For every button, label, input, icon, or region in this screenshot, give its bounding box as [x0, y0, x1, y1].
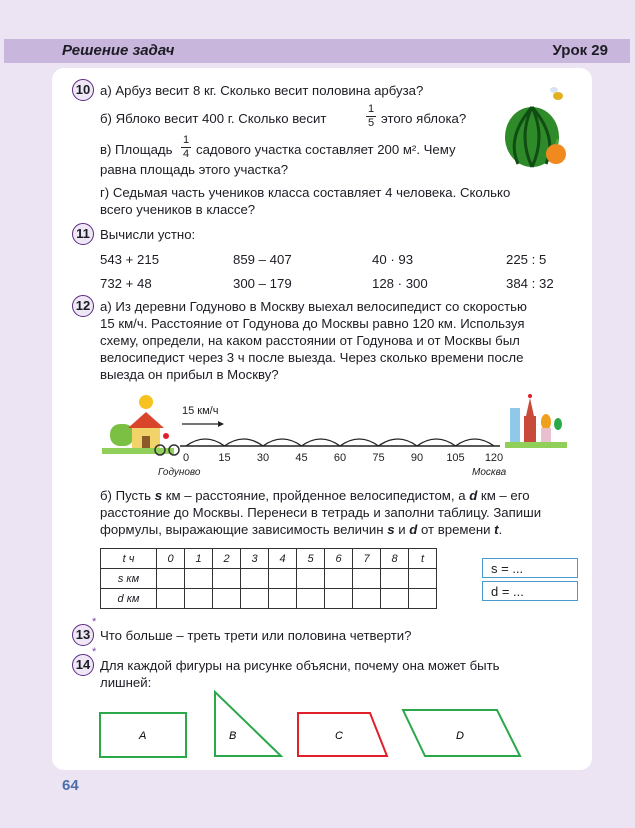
table-cell[interactable]	[269, 569, 297, 589]
formula-d-box[interactable]: d = ...	[482, 581, 578, 601]
table-cell[interactable]	[241, 569, 269, 589]
task12-a-line3: схему, определи, на каком расстоянии от Годунова и от Москвы был	[100, 333, 520, 348]
task12-b-line3: формулы, выражающие зависимость величин s и d от времени t.	[100, 522, 503, 537]
table-header-cell: 6	[325, 549, 353, 569]
route-arc	[379, 439, 418, 446]
expr-1-4: 225 : 5	[506, 252, 547, 267]
start-label: Годуново	[158, 467, 201, 478]
task10-a: а) Арбуз весит 8 кг. Сколько весит половина арбуза?	[100, 83, 424, 98]
route-arc	[263, 439, 302, 446]
shape-b-label: B	[229, 730, 237, 742]
village-illustration	[102, 395, 179, 455]
task10-d-line1: г) Седьмая часть учеников класса составляет 4 человека. Сколько	[100, 185, 511, 200]
table-cell[interactable]	[409, 589, 437, 609]
table-header-cell: 4	[269, 549, 297, 569]
table-cell[interactable]	[409, 569, 437, 589]
lesson-title: Урок 29	[552, 42, 608, 59]
table-row-label: d км	[101, 589, 157, 609]
task12-b-line1: б) Пусть s км – расстояние, пройденное велосипедистом, а d км – его	[100, 488, 530, 503]
table-header-cell: 2	[213, 549, 241, 569]
table-header-cell: t ч	[101, 549, 157, 569]
task-number-13: 13	[72, 624, 94, 646]
task10-c-post: садового участка составляет 200 м². Чему	[196, 142, 456, 157]
fraction-one-quarter: 1 4	[182, 134, 190, 160]
table-cell[interactable]	[185, 569, 213, 589]
table-header-cell: 7	[353, 549, 381, 569]
shapes-figure	[95, 688, 530, 763]
tick-label: 90	[410, 452, 424, 464]
table-cell[interactable]	[269, 589, 297, 609]
task12-b-line2: расстояние до Москвы. Перенеси в тетрадь и заполни таблицу. Запиши	[100, 505, 542, 520]
task10-b-pre: б) Яблоко весит 400 г. Сколько весит	[100, 111, 327, 126]
shape-d-label: D	[456, 730, 464, 742]
tick-label: 60	[333, 452, 347, 464]
table-header-cell: t	[409, 549, 437, 569]
speed-label: 15 км/ч	[182, 405, 219, 417]
expr-2-1: 732 + 48	[100, 276, 152, 291]
table-cell[interactable]	[353, 589, 381, 609]
route-arc	[456, 439, 495, 446]
expr-2-4: 384 : 32	[506, 276, 554, 291]
route-arc	[302, 439, 341, 446]
table-header-cell: 1	[185, 549, 213, 569]
table-cell[interactable]	[297, 569, 325, 589]
task-number-14: 14	[72, 654, 94, 676]
task14-line2: лишней:	[100, 675, 152, 690]
tick-label: 105	[446, 452, 465, 464]
moscow-illustration	[505, 394, 567, 448]
table-cell[interactable]	[241, 589, 269, 609]
table-cell[interactable]	[185, 589, 213, 609]
expr-2-2: 300 – 179	[233, 276, 292, 291]
table-row-label: s км	[101, 569, 157, 589]
table-cell[interactable]	[325, 569, 353, 589]
task12-a-line4: велосипедист через 3 ч после выезда. Через сколько времени после	[100, 350, 524, 365]
task10-b-post: этого яблока?	[381, 111, 467, 126]
tick-label: 120	[484, 452, 504, 464]
table-cell[interactable]	[325, 589, 353, 609]
shape-c-label: C	[335, 730, 343, 742]
task11-intro: Вычисли устно:	[100, 227, 196, 242]
shape-a-label: A	[139, 730, 147, 742]
route-arc	[417, 439, 456, 446]
tick-label: 30	[256, 452, 270, 464]
expr-1-1: 543 + 215	[100, 252, 160, 267]
end-label: Москва	[472, 467, 507, 478]
task12-a-line1: а) Из деревни Годуново в Москву выехал велосипедист со скоростью	[100, 299, 527, 314]
tick-label: 15	[218, 452, 231, 464]
difficulty-star: *	[92, 646, 97, 658]
table-header-cell: 5	[297, 549, 325, 569]
shape-b-triangle	[215, 692, 281, 756]
table-cell[interactable]	[297, 589, 325, 609]
table-cell[interactable]	[353, 569, 381, 589]
difficulty-star: *	[92, 616, 97, 628]
watermelon-apple-illustration	[498, 82, 578, 172]
table-cell[interactable]	[213, 569, 241, 589]
route-arc	[186, 439, 225, 446]
task10-c-pre: в) Площадь	[100, 142, 173, 157]
page-number: 64	[62, 777, 79, 794]
table-header-cell: 3	[241, 549, 269, 569]
tick-label: 0	[182, 452, 190, 464]
section-title: Решение задач	[62, 42, 175, 59]
tick-label: 75	[372, 452, 385, 464]
table-cell[interactable]	[213, 589, 241, 609]
time-distance-table	[100, 548, 437, 609]
route-scheme	[100, 388, 580, 480]
task-number-11: 11	[72, 223, 94, 245]
task10-c-line2: равна площадь этого участка?	[100, 162, 289, 177]
page-header	[4, 39, 630, 63]
table-cell[interactable]	[157, 589, 185, 609]
task12-a-line2: 15 км/ч. Расстояние от Годунова до Москвы равно 120 км. Используя	[100, 316, 525, 331]
expr-1-3: 40 · 93	[372, 252, 414, 267]
expr-2-3: 128 · 300	[372, 276, 428, 291]
table-header-cell: 0	[157, 549, 185, 569]
tick-label: 45	[295, 452, 308, 464]
route-arc	[225, 439, 264, 446]
table-header-cell: 8	[381, 549, 409, 569]
route-arc	[340, 439, 379, 446]
formula-s-box[interactable]: s = ...	[482, 558, 578, 578]
task13-text: Что больше – треть трети или половина четверти?	[100, 628, 412, 643]
table-cell[interactable]	[381, 569, 409, 589]
fraction-one-fifth: 1 5	[367, 103, 375, 129]
task-number-10: 10	[72, 79, 94, 101]
table-cell[interactable]	[381, 589, 409, 609]
task10-d-line2: всего учеников в классе?	[100, 202, 256, 217]
expr-1-2: 859 – 407	[233, 252, 292, 267]
table-cell[interactable]	[157, 569, 185, 589]
task12-a-line5: выезда он прибыл в Москву?	[100, 367, 279, 382]
task-number-12: 12	[72, 295, 94, 317]
task14-line1: Для каждой фигуры на рисунке объясни, почему она может быть	[100, 658, 500, 673]
